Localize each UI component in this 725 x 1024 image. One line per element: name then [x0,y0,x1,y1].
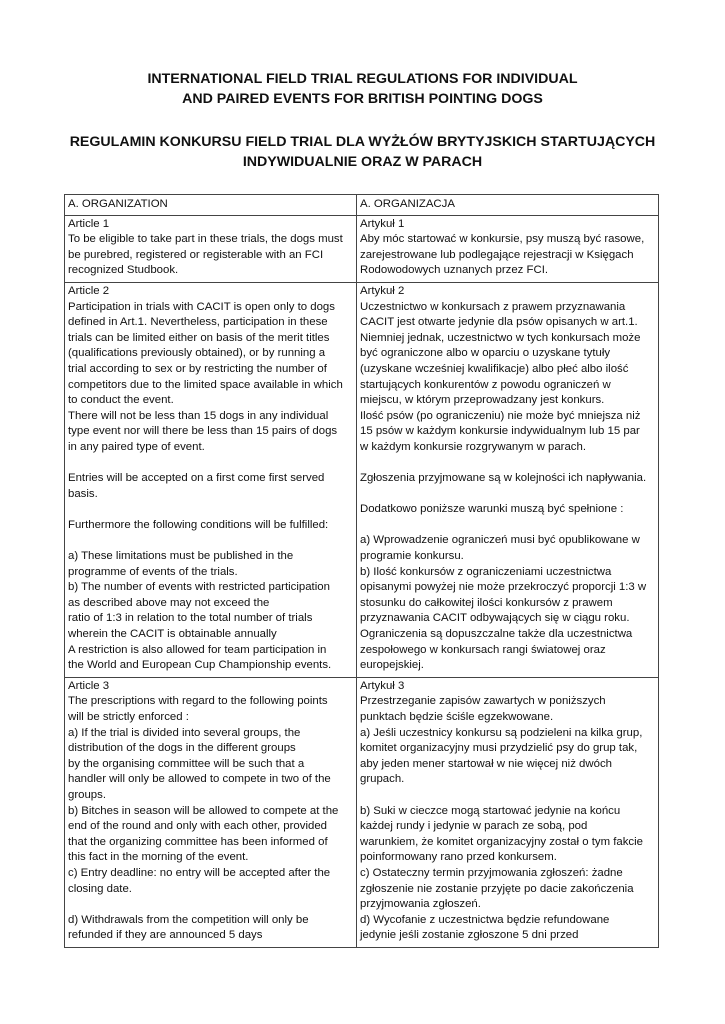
article-text-line: closing date. [68,882,132,895]
article-text-line: groups. [68,788,106,801]
article-text-line: competitors due to the limited space available in which [68,378,343,391]
article-text-line: b) Ilość konkursów z ograniczeniami uczestnictwa [360,565,612,578]
header-cell-polish: A. ORGANIZACJA [357,195,659,216]
article-text-line: komitet organizacyjny musi przydzielić psy do grup tak, [360,742,638,755]
paragraph-gap [360,487,656,503]
title-line: AND PAIRED EVENTS FOR BRITISH POINTING DOGS [182,91,543,107]
article-text-line: a) Jeśli uczestnicy konkursu są podzieleni na kilka grup, [360,726,643,739]
article-text-line: c) Entry deadline: no entry will be accepted after the [68,866,331,879]
table-row [65,215,659,282]
title-polish [0,132,725,172]
article-text-line: programme of events of the trials. [68,565,238,578]
article-text-line: europejskiej. [360,659,424,672]
title-line: INTERNATIONAL FIELD TRIAL REGULATIONS FOR INDIVIDUAL [147,71,578,87]
article-text-line: Entries will be accepted on a first come first served [68,472,325,485]
article-text-line: Uczestnictwo w konkursach z prawem przyznawania [360,300,626,313]
article-cell-english [65,677,357,947]
article-text-line: trials can be limited either on basis of the merit titles [68,331,330,344]
header-cell-english: A. ORGANIZATION [65,195,357,216]
article-text-line: CACIT jest otwarte jedynie dla psów opisanych w art.1. [360,316,638,329]
article-text-line: zarejestrowane lub podlegające rejestracji w Księgach [360,248,634,261]
article-text-line: c) Ostateczny termin przyjmowania zgłoszeń: żadne [360,866,623,879]
paragraph-gap [360,788,656,804]
article-text-line: recognized Studbook. [68,264,179,277]
article-heading: Artykuł 2 [360,284,405,297]
article-text-line: distribution of the dogs in the different groups [68,742,296,755]
article-heading: Article 1 [68,217,110,230]
article-text-line: Dodatkowo poniższe warunki muszą być spełnione : [360,503,624,516]
article-text-line: (uzyskane wcześniej kwalifikacje) albo płeć albo ilość [360,362,629,375]
article-text-line: Participation in trials with CACIT is open only to dogs [68,300,335,313]
article-text-line: miejscu, w którym przeprowadzany jest konkurs. [360,394,605,407]
paragraph-gap [68,533,354,549]
article-text-line: Ograniczenia są dopuszczalne także dla uczestnictwa [360,628,633,641]
article-text-line: b) Bitches in season will be allowed to compete at the [68,804,339,817]
article-text-line: Zgłoszenia przyjmowane są w kolejności ich napływania. [360,472,647,485]
article-text-line: as described above may not exceed the [68,596,270,609]
article-text-line: To be eligible to take part in these trials, the dogs must [68,233,343,246]
article-text-line: jedynie jeśli zostanie zgłoszone 5 dni przed [360,929,579,942]
paragraph-gap [68,897,354,913]
article-text-line: A restriction is also allowed for team participation in [68,643,327,656]
article-text-line: (qualifications previously obtained), or by running a [68,347,326,360]
article-text-line: refunded if they are announced 5 days [68,929,263,942]
article-text-line: trial according to sex or by restricting the number of [68,362,327,375]
article-text-line: ratio of 1:3 in relation to the total number of trials [68,612,313,625]
article-text-line: każdej rundy i jedynie w parach ze sobą, pod [360,820,588,833]
document-titles [0,69,725,172]
article-text-line: by the organising committee will be such that a [68,757,305,770]
article-text-line: d) Withdrawals from the competition will only be [68,913,309,926]
article-text-line: handler will only be allowed to compete in two of the [68,773,331,786]
article-text-line: programie konkursu. [360,550,464,563]
article-text-line: the World and European Cup Championship events. [68,659,332,672]
article-text-line: być ograniczone albo w oparciu o uzyskane tytuły [360,347,611,360]
article-text-line: this fact in the morning of the event. [68,851,249,864]
article-text-line: grupach. [360,773,405,786]
article-text-line: Ilość psów (po ograniczeniu) nie może być mniejsza niż [360,409,641,422]
paragraph-gap [360,518,656,534]
article-text-line: przyjmowania zgłoszeń. [360,898,481,911]
table-row [65,677,659,947]
paragraph-gap [68,502,354,518]
article-cell-polish [357,215,659,282]
article-text-line: Furthermore the following conditions will be fulfilled: [68,518,329,531]
article-text-line: b) Suki w cieczce mogą startować jedynie na końcu [360,804,621,817]
article-text-line: Aby móc startować w konkursie, psy muszą być rasowe, [360,233,645,246]
article-text-line: a) These limitations must be published in the [68,550,294,563]
title-english [0,69,725,109]
article-text-line: punktach będzie ściśle egzekwowane. [360,711,554,723]
article-text-line: warunkiem, że komitet organizacyjny został o tym fakcie [360,835,643,848]
article-text-line: b) The number of events with restricted participation [68,581,330,594]
article-heading: Article 3 [68,679,110,692]
article-text-line: be purebred, registered or registerable with an FCI [68,248,324,261]
article-text-line: w każdym konkursie rozgrywanym w parach. [360,440,586,453]
article-text-line: There will not be less than 15 dogs in any individual [68,409,329,422]
article-text-line: aby jeden mener startował w nie więcej niż dwóch [360,757,612,770]
regulations-table [64,194,659,948]
article-heading: Artykuł 1 [360,217,405,230]
article-text-line: will be strictly enforced : [68,711,189,723]
article-text-line: end of the round and only with each other, provided [68,820,328,833]
paragraph-gap [68,456,354,472]
article-text-line: opisanymi powyżej nie może przekroczyć proporcji 1:3 w [360,581,647,594]
article-heading: Article 2 [68,284,110,297]
article-text-line: type event nor will there be less than 15 pairs of dogs [68,425,338,438]
title-line: REGULAMIN KONKURSU FIELD TRIAL DLA WYŻŁÓW BRYTYJSKICH STARTUJĄCYCH [69,134,656,150]
article-cell-polish [357,282,659,677]
article-text-line: that the organizing committee has been informed of [68,835,328,848]
article-text-line: Przestrzeganie zapisów zawartych w poniższych [360,695,606,708]
article-text-line: d) Wycofanie z uczestnictwa będzie refundowane [360,913,610,926]
article-text-line: poinformowany rano przed konkursem. [360,851,557,864]
article-text-line: Niemniej jednak, uczestnictwo w tych konkursach może [360,331,641,344]
article-text-line: in any paired type of event. [68,440,205,453]
article-text-line: a) If the trial is divided into several groups, the [68,726,301,739]
article-text-line: zespołowego w konkursach rangi światowej oraz [360,643,606,656]
article-text-line: a) Wprowadzenie ograniczeń musi być opublikowane w [360,534,640,547]
paragraph-gap [360,456,656,472]
article-heading: Artykuł 3 [360,679,405,692]
article-text-line: zgłoszenie nie zostanie przyjęte po dacie zakończenia [360,882,634,895]
table-row [65,282,659,677]
article-text-line: The prescriptions with regard to the following points [68,695,328,708]
article-text-line: startujących konkurentów z powodu ograniczeń w [360,378,611,391]
article-cell-polish [357,677,659,947]
table-header-row [65,195,659,216]
article-cell-english [65,215,357,282]
article-text-line: 15 psów w każdym konkursie indywidualnym lub 15 par [360,425,640,438]
article-text-line: basis. [68,487,98,500]
article-text-line: stosunku do całkowitej ilości konkursów z prawem [360,596,613,609]
article-text-line: defined in Art.1. Nevertheless, participation in these [68,316,328,329]
article-text-line: Rodowodowych uznanych przez FCI. [360,264,549,277]
article-text-line: to conduct the event. [68,394,174,407]
title-line: INDYWIDUALNIE ORAZ W PARACH [242,154,483,170]
article-text-line: wherein the CACIT is obtainable annually [68,628,277,641]
article-cell-english [65,282,357,677]
article-text-line: przyznawania CACIT odbywających się w ciągu roku. [360,612,630,625]
